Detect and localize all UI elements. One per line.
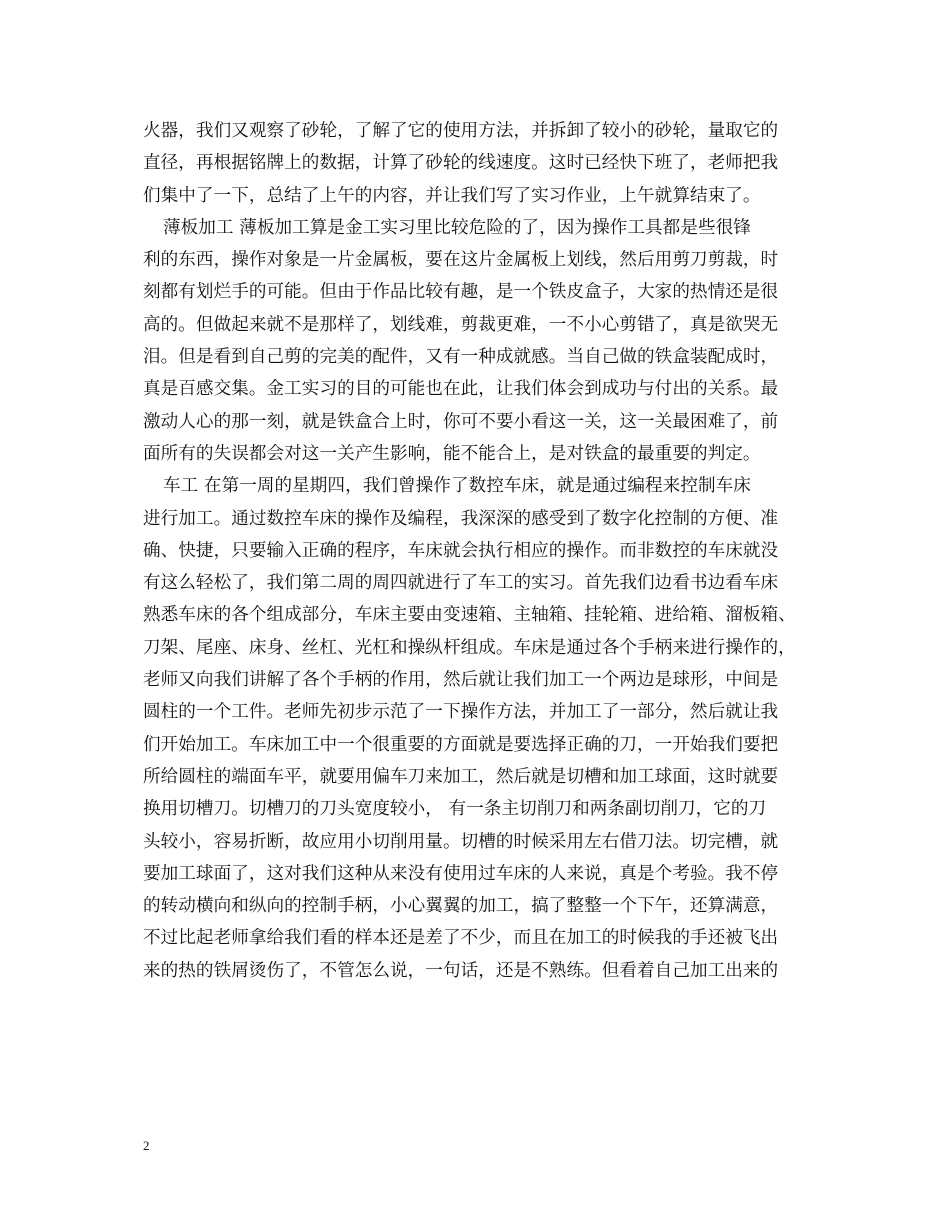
text-line: 直径，再根据铭牌上的数据，计算了砂轮的线速度。这时已经快下班了，老师把我 xyxy=(143,153,779,174)
text-line: 刀架、尾座、床身、丝杠、光杠和操纵杆组成。车床是通过各个手柄来进行操作的， xyxy=(143,637,796,658)
text-line: 们集中了一下，总结了上午的内容，并让我们写了实习作业，上午就算结束了。 xyxy=(143,185,761,206)
text-line: 圆柱的一个工件。老师先初步示范了一下操作方法，并加工了一部分，然后就让我 xyxy=(143,702,779,723)
text-line: 不过比起老师拿给我们看的样本还是差了不少，而且在加工的时候我的手还被飞出 xyxy=(143,928,779,949)
text-line: 所给圆柱的端面车平，就要用偏车刀来加工，然后就是切槽和加工球面，这时就要 xyxy=(143,766,779,787)
text-line: 高的。但做起来就不是那样了，划线难，剪裁更难，一不小心剪错了，真是欲哭无 xyxy=(143,314,779,335)
text-line: 利的东西，操作对象是一片金属板，要在这片金属板上划线，然后用剪刀剪裁，时 xyxy=(143,250,779,271)
text-line: 泪。但是看到自己剪的完美的配件，又有一种成就感。当自己做的铁盒装配成时， xyxy=(143,347,779,368)
text-line: 进行加工。通过数控车床的操作及编程，我深深的感受到了数字化控制的方便、准 xyxy=(143,508,779,529)
text-line: 确、快捷，只要输入正确的程序，车床就会执行相应的操作。而非数控的车床就没 xyxy=(143,540,779,561)
text-line: 换用切槽刀。切槽刀的刀头宽度较小， 有一条主切削刀和两条副切削刀，它的刀 xyxy=(143,799,767,820)
text-line: 来的热的铁屑烫伤了，不管怎么说，一句话，还是不熟练。但看着自己加工出来的 xyxy=(143,960,779,981)
text-line: 头较小，容易折断，故应用小切削用量。切槽的时候采用左右借刀法。切完槽，就 xyxy=(143,831,779,852)
text-line: 老师又向我们讲解了各个手柄的作用，然后就让我们加工一个两边是球形，中间是 xyxy=(143,670,779,691)
text-line: 火器，我们又观察了砂轮，了解了它的使用方法，并拆卸了较小的砂轮，量取它的 xyxy=(143,121,779,141)
page-number: 2 xyxy=(143,1138,150,1153)
text-line: 激动人心的那一刻，就是铁盒合上时，你可不要小看这一关，这一关最困难了，前 xyxy=(143,411,779,432)
paragraph-start-line: 薄板加工 薄板加工算是金工实习里比较危险的了，因为操作工具都是些很锋 xyxy=(163,217,751,238)
text-line: 要加工球面了，这对我们这种从来没有使用过车床的人来说，真是个考验。我不停 xyxy=(143,863,779,884)
text-line: 熟悉车床的各个组成部分，车床主要由变速箱、主轴箱、挂轮箱、进给箱、溜板箱、 xyxy=(143,605,796,626)
text-line: 有这么轻松了，我们第二周的周四就进行了车工的实习。首先我们边看书边看车床 xyxy=(143,573,779,594)
page-body xyxy=(143,115,825,987)
text-line: 的转动横向和纵向的控制手柄，小心翼翼的加工，搞了整整一个下午，还算满意， xyxy=(143,896,779,917)
text-line: 刻都有划烂手的可能。但由于作品比较有趣，是一个铁皮盒子，大家的热情还是很 xyxy=(143,282,779,303)
paragraph-start-line: 车工 在第一周的星期四，我们曾操作了数控车床，就是通过编程来控制车床 xyxy=(163,476,751,497)
text-line: 们开始加工。车床加工中一个很重要的方面就是要选择正确的刀，一开始我们要把 xyxy=(143,734,779,755)
text-line: 面所有的失误都会对这一关产生影响，能不能合上，是对铁盒的最重要的判定。 xyxy=(143,443,761,464)
text-line: 真是百感交集。金工实习的目的可能也在此，让我们体会到成功与付出的关系。最 xyxy=(143,379,779,400)
